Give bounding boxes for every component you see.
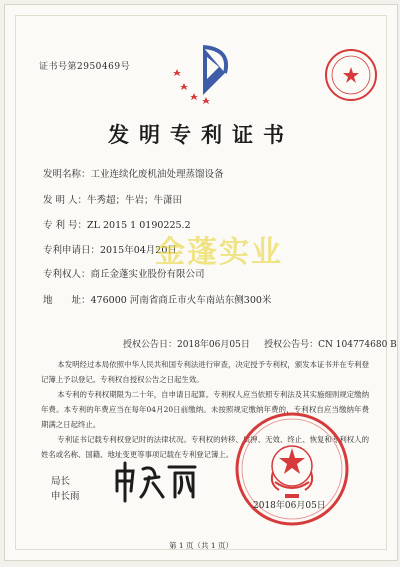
body-paragraph: 本发明经过本局依照中华人民共和国专利法进行审查，决定授予专利权，颁发本证书并在专利登记簿上予以登记。专利权自授权公告之日起生效。 (41, 360, 369, 384)
field-value: 2015年04月20日 (100, 245, 177, 256)
field-inventors (43, 195, 182, 207)
field-label: 地 址： (43, 295, 91, 306)
field-label: 专 利 号： (43, 220, 88, 231)
small-seal-icon (323, 47, 379, 103)
page-number: 第 1 页（共 1 页） (168, 541, 234, 550)
seal-date: 2018年06月05日 (253, 501, 326, 511)
sipo-logo-icon (173, 43, 235, 113)
body-paragraph: 本专利的专利权期限为二十年，自申请日起算。专利权人应当依照专利法及其实施细则规定缴纳年费。本专利的年费应当在每年04月20日前缴纳。未按照规定缴纳年费的，专利权自应当缴纳年费期满之日起终止。 (41, 390, 369, 429)
field-address (43, 295, 271, 307)
field-label: 专利权人： (43, 269, 91, 280)
grant-date-label: 授权公告日： (123, 340, 178, 350)
signatory-title: 局长 (51, 476, 71, 487)
field-label: 专利申请日： (43, 245, 101, 256)
field-label: 发明名称： (43, 169, 91, 180)
field-value: 牛秀超；牛岩；牛潇田 (87, 195, 183, 206)
field-label: 发 明 人： (43, 195, 88, 206)
grant-number: CN 104774680 B (318, 340, 397, 350)
company-watermark: 金蓬实业 (155, 235, 283, 270)
grant-date: 2018年06月05日 (177, 340, 250, 350)
signatory-name: 申长雨 (51, 491, 80, 502)
field-invention-name (43, 169, 224, 181)
handwritten-signature (109, 457, 203, 505)
field-value: 476000 河南省商丘市火车南站东侧300米 (90, 295, 272, 306)
certificate-number: 证书号第2950469号 (39, 62, 131, 72)
body-paragraph: 专利证书记载专利权登记时的法律状况。专利权的转移、质押、无效、终止、恢复和专利权人的姓名或名称、国籍、地址变更等事项记载在专利登记簿上。 (41, 435, 369, 459)
certificate-page (4, 4, 398, 561)
grant-info (123, 337, 397, 350)
grant-number-label: 授权公告号： (264, 340, 319, 350)
field-value: 工业连续化废机油处理蒸馏设备 (90, 169, 224, 180)
field-value: 商丘金蓬实业股份有限公司 (90, 269, 205, 280)
field-value: ZL 2015 1 0190225.2 (87, 220, 191, 231)
certificate-title: 发明专利证书 (108, 122, 294, 147)
